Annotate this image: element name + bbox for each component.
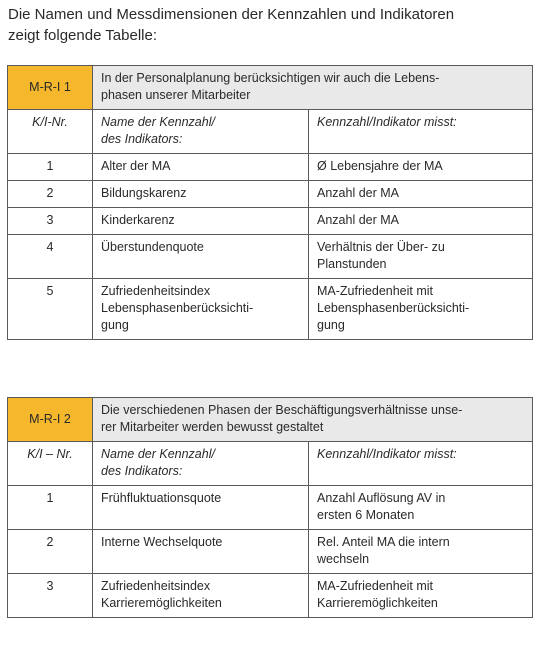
row-measure-line: ersten 6 Monaten (317, 508, 415, 522)
table-header-row (8, 66, 533, 110)
column-header-name (93, 110, 309, 154)
row-name-line: Lebensphasenberücksichti- (101, 301, 254, 315)
kpi-table-1 (7, 65, 533, 340)
table-code: M-R-I 2 (8, 398, 93, 442)
table-row (8, 279, 533, 340)
intro-text (8, 4, 533, 46)
column-header-name-line: Name der Kennzahl/ (101, 115, 215, 129)
column-header-row (8, 442, 533, 486)
row-name-line: Zufriedenheitsindex (101, 284, 211, 298)
table-title-line: Die verschiedenen Phasen der Beschäftigungsverhältnisse unse- (101, 403, 463, 417)
row-nr: 1 (8, 486, 93, 530)
row-measure-line: Verhältnis der Über- zu (317, 240, 445, 254)
row-measure (309, 486, 533, 530)
table-title (93, 398, 533, 442)
kpi-table-2 (7, 397, 533, 618)
intro-line-1: Die Namen und Messdimensionen der Kennzahlen und Indikatoren (8, 6, 455, 23)
row-measure-line: Rel. Anteil MA die intern (317, 535, 450, 549)
row-name: Interne Wechselquote (93, 530, 309, 574)
row-measure (309, 530, 533, 574)
row-name (93, 279, 309, 340)
table-row (8, 181, 533, 208)
row-nr: 5 (8, 279, 93, 340)
row-nr: 2 (8, 181, 93, 208)
table-title-line: In der Personalplanung berücksichtigen wir auch die Lebens- (101, 71, 440, 85)
row-nr: 1 (8, 154, 93, 181)
row-measure: Anzahl der MA (309, 181, 533, 208)
row-name: Frühfluktuationsquote (93, 486, 309, 530)
row-nr: 2 (8, 530, 93, 574)
table-row (8, 530, 533, 574)
row-name-line: Zufriedenheitsindex (101, 579, 211, 593)
column-header-name-line: des Indikators: (101, 464, 183, 478)
row-nr: 4 (8, 235, 93, 279)
row-measure (309, 235, 533, 279)
row-measure (309, 279, 533, 340)
table-code: M-R-I 1 (8, 66, 93, 110)
column-header-measure: Kennzahl/Indikator misst: (309, 110, 533, 154)
row-nr: 3 (8, 208, 93, 235)
row-measure: Anzahl der MA (309, 208, 533, 235)
table-title-line: rer Mitarbeiter werden bewusst gestaltet (101, 420, 324, 434)
row-measure-line: MA-Zufriedenheit mit (317, 284, 434, 298)
column-header-name-line: des Indikators: (101, 132, 183, 146)
row-measure-line: Planstunden (317, 257, 387, 271)
column-header-measure: Kennzahl/Indikator misst: (309, 442, 533, 486)
row-measure-line: wechseln (317, 552, 370, 566)
column-header-name (93, 442, 309, 486)
table-title (93, 66, 533, 110)
column-header-nr: K/I-Nr. (8, 110, 93, 154)
table-row (8, 208, 533, 235)
table-title-line: phasen unserer Mitarbeiter (101, 88, 251, 102)
column-header-row (8, 110, 533, 154)
row-measure-line: gung (317, 318, 345, 332)
column-header-name-line: Name der Kennzahl/ (101, 447, 215, 461)
table-header-row (8, 398, 533, 442)
table-row (8, 574, 533, 618)
row-name: Bildungskarenz (93, 181, 309, 208)
column-header-nr: K/I – Nr. (8, 442, 93, 486)
row-nr: 3 (8, 574, 93, 618)
table-row (8, 235, 533, 279)
row-name: Alter der MA (93, 154, 309, 181)
row-measure-line: Karrieremöglichkeiten (317, 596, 438, 610)
row-name: Kinderkarenz (93, 208, 309, 235)
row-measure-line: Anzahl Auflösung AV in (317, 491, 446, 505)
row-name-line: Karrieremöglichkeiten (101, 596, 222, 610)
row-measure: Ø Lebensjahre der MA (309, 154, 533, 181)
table-row (8, 154, 533, 181)
row-measure (309, 574, 533, 618)
table-row (8, 486, 533, 530)
row-measure-line: Lebensphasenberücksichti- (317, 301, 470, 315)
row-name-line: gung (101, 318, 129, 332)
row-name: Überstundenquote (93, 235, 309, 279)
intro-line-2: zeigt folgende Tabelle: (8, 27, 158, 44)
row-measure-line: MA-Zufriedenheit mit (317, 579, 434, 593)
row-name (93, 574, 309, 618)
